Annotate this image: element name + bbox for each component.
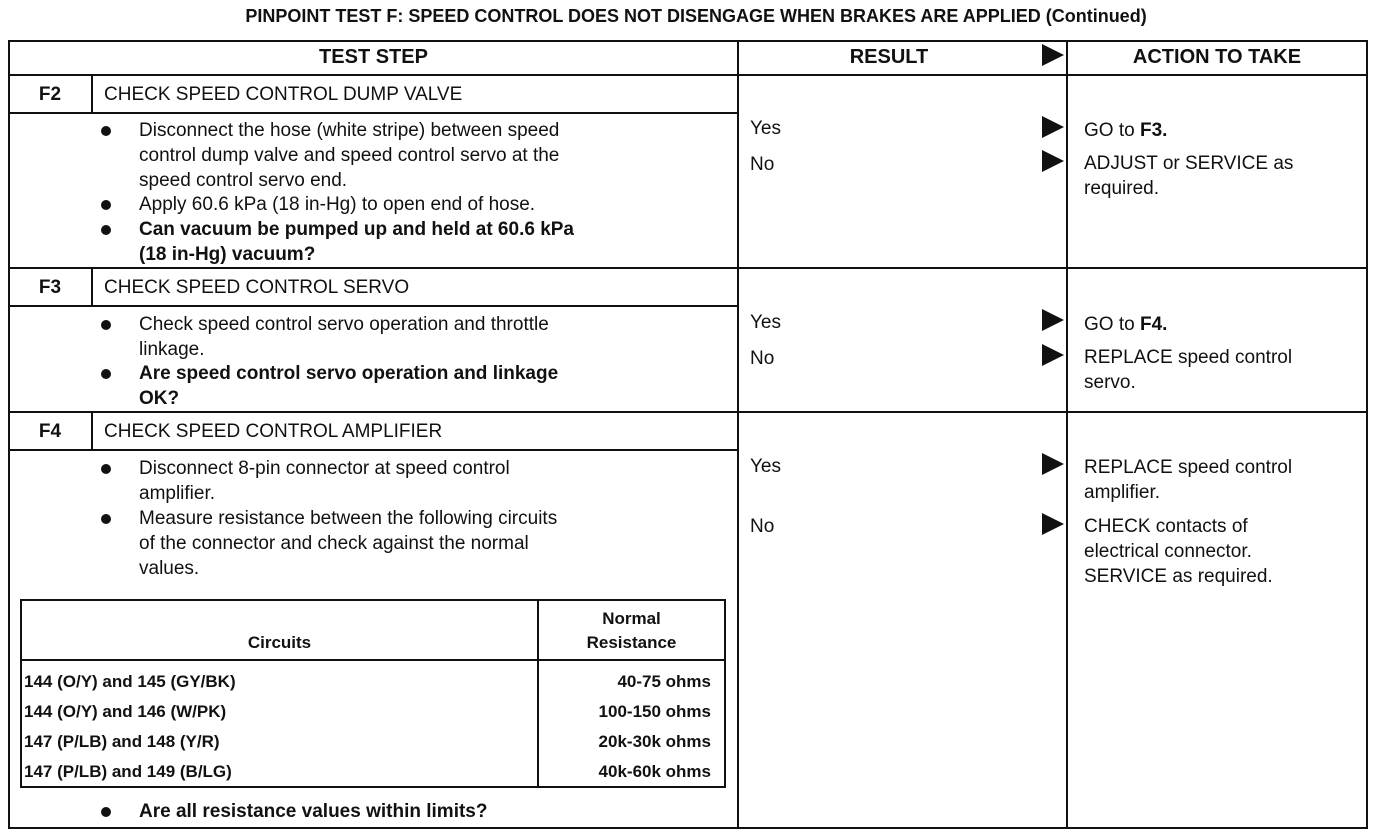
rtable-right <box>724 599 726 788</box>
divider-result <box>737 40 739 829</box>
frame-bottom <box>8 827 1367 829</box>
rtable-header-bottom <box>20 659 726 661</box>
bullet-icon <box>101 807 111 817</box>
f3-action-no: REPLACE speed control servo. <box>1084 347 1293 393</box>
f3-step-id: F3 <box>38 277 62 298</box>
rtable-header-normal: Normal <box>602 609 661 628</box>
f4-action-no: CHECK contacts of electrical connector. SERVICE as required. <box>1084 516 1273 587</box>
rtable-row-2-resistance: 100-150 ohms <box>598 702 711 721</box>
f4-id-divider <box>91 411 93 451</box>
frame-top <box>8 40 1367 42</box>
bullet-icon <box>101 514 111 524</box>
rtable-row-3-circuit: 147 (P/LB) and 148 (Y/R) <box>24 732 220 751</box>
rtable-row-3-resistance: 20k-30k ohms <box>598 732 711 751</box>
rtable-left <box>20 599 22 788</box>
rtable-header-circuits: Circuits <box>247 633 312 652</box>
rtable-row-4-resistance: 40k-60k ohms <box>598 762 711 781</box>
bullet-icon <box>101 200 111 210</box>
f2-action-yes: GO to F3. <box>1084 120 1168 141</box>
rtable-bottom <box>20 786 726 788</box>
f2-title-bottom <box>8 112 738 114</box>
rtable-row-1-resistance: 40-75 ohms <box>617 672 711 691</box>
f2-no-arrow-icon <box>1042 150 1064 172</box>
rtable-top <box>20 599 726 601</box>
page-title: PINPOINT TEST F: SPEED CONTROL DOES NOT DISENGAGE WHEN BRAKES ARE APPLIED (Continued) <box>245 6 1147 26</box>
rtable-row-1-circuit: 144 (O/Y) and 145 (GY/BK) <box>24 672 236 691</box>
f3-result-no: No <box>750 348 775 369</box>
rtable-row-4-circuit: 147 (P/LB) and 149 (B/LG) <box>24 762 232 781</box>
f2-yes-arrow-icon <box>1042 116 1064 138</box>
f2-step-title: CHECK SPEED CONTROL DUMP VALVE <box>104 84 463 105</box>
bullet-icon <box>101 464 111 474</box>
f4-step-id: F4 <box>38 421 62 442</box>
f2-step-id: F2 <box>38 84 62 105</box>
f2-action-no: ADJUST or SERVICE as required. <box>1084 153 1294 199</box>
f2-result-yes: Yes <box>750 118 781 139</box>
f4-result-yes: Yes <box>750 456 781 477</box>
rtable-header-resistance: Resistance <box>586 633 677 652</box>
f3-result-yes: Yes <box>750 312 781 333</box>
bullet-icon <box>101 369 111 379</box>
header-test-step: TEST STEP <box>319 46 428 68</box>
header-arrow-icon <box>1042 44 1064 66</box>
f4-yes-arrow-icon <box>1042 453 1064 475</box>
f3-id-divider <box>91 267 93 307</box>
f4-result-no: No <box>750 516 775 537</box>
f3-action-yes: GO to F4. <box>1084 314 1168 335</box>
frame-right <box>1366 40 1368 829</box>
bullet-icon <box>101 225 111 235</box>
f3-step-title: CHECK SPEED CONTROL SERVO <box>104 277 410 298</box>
f4-step-title: CHECK SPEED CONTROL AMPLIFIER <box>104 421 443 442</box>
f2-result-no: No <box>750 154 775 175</box>
f4-action-yes: REPLACE speed control amplifier. <box>1084 457 1293 503</box>
f2-section-bottom <box>8 267 1367 269</box>
header-action: ACTION TO TAKE <box>1132 46 1302 68</box>
f3-yes-arrow-icon <box>1042 309 1064 331</box>
f4-no-arrow-icon <box>1042 513 1064 535</box>
rtable-row-2-circuit: 144 (O/Y) and 146 (W/PK) <box>24 702 227 721</box>
bullet-icon <box>101 320 111 330</box>
f3-section-bottom <box>8 411 1367 413</box>
header-bottom <box>8 74 1367 76</box>
divider-action <box>1066 40 1068 829</box>
f4-title-bottom <box>8 449 738 451</box>
f3-title-bottom <box>8 305 738 307</box>
f3-no-arrow-icon <box>1042 344 1064 366</box>
header-result: RESULT <box>849 46 929 68</box>
bullet-icon <box>101 126 111 136</box>
f2-id-divider <box>91 74 93 114</box>
